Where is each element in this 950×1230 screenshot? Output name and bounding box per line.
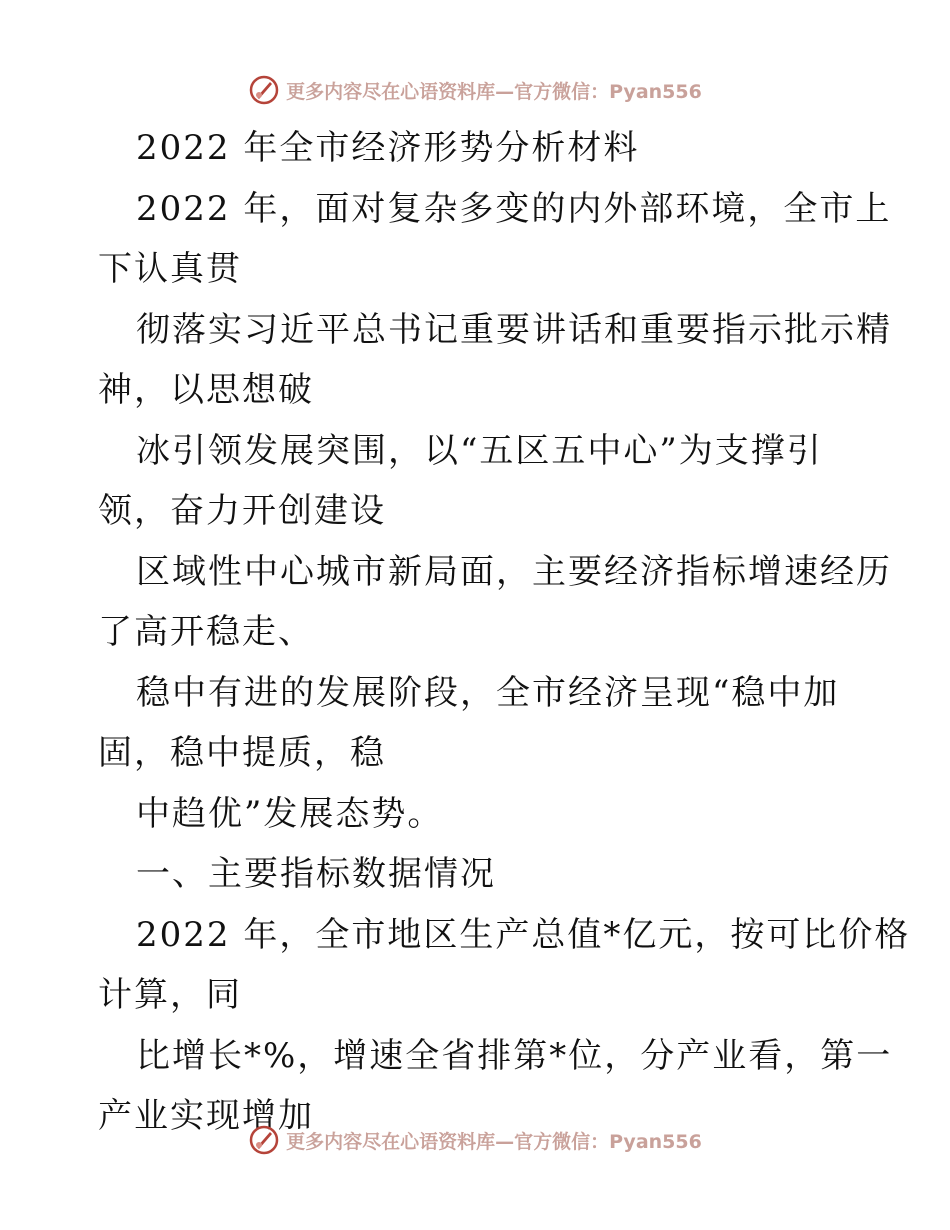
paragraph-line: 彻落实习近平总书记重要讲话和重要指示批示精 xyxy=(136,309,892,350)
paragraph-line: 冰引领发展突围，以“五区五中心”为支撑引 xyxy=(136,430,823,471)
quill-pen-logo-icon xyxy=(248,74,280,106)
paragraph-line: 区域性中心城市新局面，主要经济指标增速经历 xyxy=(136,551,892,592)
document-body xyxy=(98,118,911,1147)
paragraph-line: 中趋优”发展态势。 xyxy=(136,793,444,834)
paragraph-line: 领，奋力开创建设 xyxy=(98,491,386,531)
paragraph-line: 产业实现增加 xyxy=(98,1096,314,1136)
watermark-text: 更多内容尽在心语资料库—官方微信：Pyan556 xyxy=(286,1130,702,1153)
watermark-text: 更多内容尽在心语资料库—官方微信：Pyan556 xyxy=(286,80,702,103)
quill-pen-logo-icon xyxy=(248,1124,280,1156)
paragraph-line: 了高开稳走、 xyxy=(98,612,314,652)
paragraph-line: 2022 年全市经济形势分析材料 xyxy=(136,128,640,168)
paragraph-line: 计算，同 xyxy=(98,975,242,1015)
paragraph-line: 2022 年，全市地区生产总值*亿元，按可比价格 xyxy=(136,914,911,955)
paragraph-line: 下认真贯 xyxy=(98,249,242,289)
paragraph-line: 2022 年，面对复杂多变的内外部环境，全市上 xyxy=(136,188,892,229)
footer-watermark-banner xyxy=(0,1122,950,1158)
paragraph-line: 稳中有进的发展阶段，全市经济呈现“稳中加 xyxy=(136,672,840,713)
paragraph-line: 比增长*%，增速全省排第*位，分产业看，第一 xyxy=(136,1035,893,1076)
paragraph-line: 一、主要指标数据情况 xyxy=(136,854,496,894)
paragraph-line: 固，稳中提质，稳 xyxy=(98,733,386,773)
paragraph-line: 神，以思想破 xyxy=(98,370,314,410)
header-watermark-banner xyxy=(0,72,950,108)
